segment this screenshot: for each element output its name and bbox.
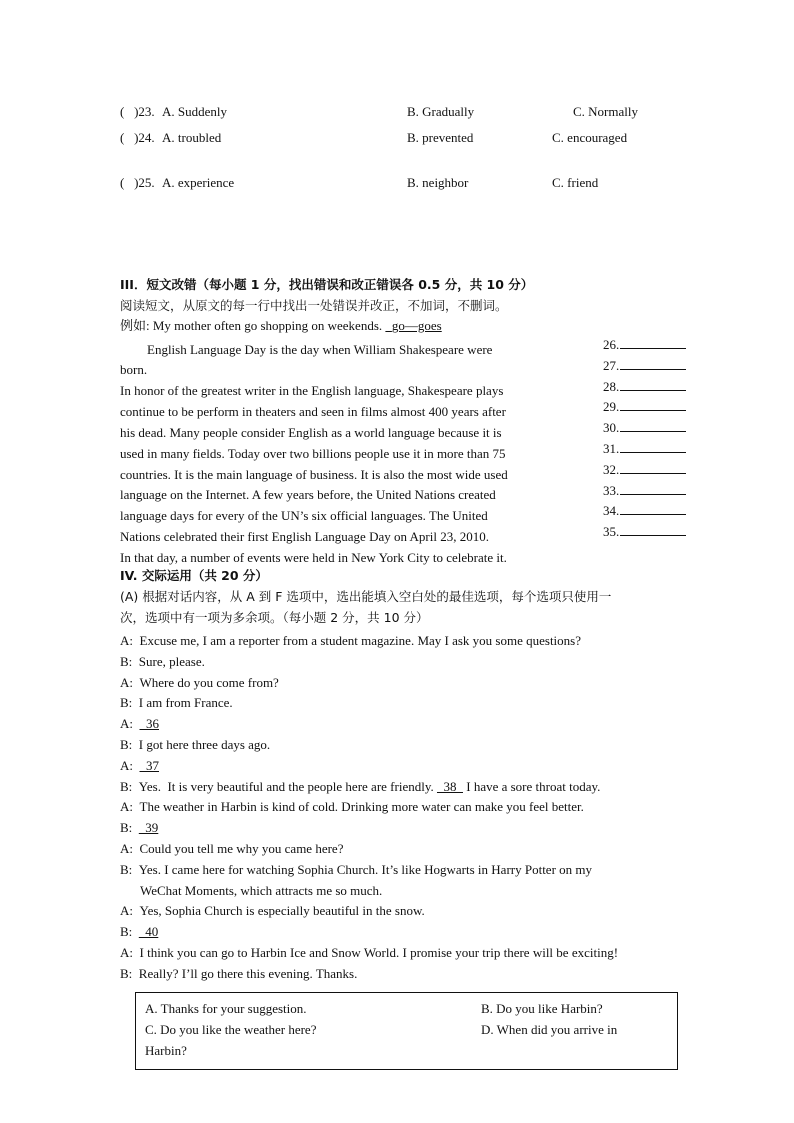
answer-blank[interactable]: 31. (603, 440, 686, 457)
dialogue-line: B: I got here three days ago. (120, 737, 271, 752)
dialogue-line: B: 40 (120, 924, 159, 939)
mc-option-c: C. friend (552, 175, 599, 190)
mc-option-a: A. troubled (162, 130, 222, 145)
dialogue-line: B: Really? I’ll go there this evening. Thanks. (120, 966, 358, 981)
dialogue-blank-38[interactable]: 38 (436, 779, 463, 794)
dialogue-line: A: The weather in Harbin is kind of cold. Drinking more water can make you feel better. (120, 799, 584, 814)
section-4-title: IV. 交际运用（共 20 分） (120, 568, 268, 583)
mc-option-b: B. neighbor (407, 175, 469, 190)
answer-blank[interactable]: 32. (603, 461, 686, 478)
passage-line: used in many fields. Today over two billions people use it in more than 75 (120, 446, 506, 461)
dialogue-blank-40[interactable]: 40 (138, 924, 159, 939)
section-3-instruction: 阅读短文，从原文的每一行中找出一处错误并改正，不加词，不删词。 (120, 298, 508, 313)
option-c: C. Do you like the weather here? (145, 1022, 317, 1037)
option-a: A. Thanks for your suggestion. (145, 1001, 307, 1016)
answer-blank[interactable]: 28. (603, 378, 686, 395)
option-b: B. Do you like Harbin? (481, 1001, 603, 1016)
option-d-continued: Harbin? (145, 1043, 187, 1058)
dialogue-line: A: I think you can go to Harbin Ice and Snow World. I promise your trip there will be exciting! (120, 945, 619, 960)
answer-blank[interactable]: 35. (603, 523, 686, 540)
dialogue-line: A: Where do you come from? (120, 675, 279, 690)
mc-number: ( )25. (120, 175, 155, 190)
section-3-example (120, 318, 442, 334)
dialogue-line: B: Yes. I came here for watching Sophia Church. It’s like Hogwarts in Harry Potter on my (120, 862, 593, 877)
mc-option-b: B. Gradually (407, 104, 475, 119)
section-4-instruction-1: (A) 根据对话内容，从 A 到 F 选项中，选出能填入空白处的最佳选项，每个选项只使用一 (120, 589, 612, 604)
answer-blank[interactable]: 29. (603, 398, 686, 415)
dialogue-line: A: Excuse me, I am a reporter from a student magazine. May I ask you some questions? (120, 633, 581, 648)
answer-blank[interactable]: 33. (603, 482, 686, 499)
answer-blank[interactable]: 27. (603, 357, 686, 374)
passage-line: English Language Day is the day when William Shakespeare were (147, 342, 493, 357)
example-prefix: 例如: My mother often go shopping on weekends. (120, 318, 386, 333)
mc-option-c: C. Normally (573, 104, 638, 119)
passage-line: language on the Internet. A few years before, the United Nations created (120, 487, 496, 502)
dialogue-line: B: Yes. It is very beautiful and the people here are friendly. 38 I have a sore throat today. (120, 779, 601, 794)
answer-blank[interactable]: 26. (603, 336, 686, 353)
passage-line: In that day, a number of events were held in New York City to celebrate it. (120, 550, 507, 565)
passage-line: Nations celebrated their first English Language Day on April 23, 2010. (120, 529, 489, 544)
dialogue-line: WeChat Moments, which attracts me so much. (140, 883, 383, 898)
answer-blank[interactable]: 34. (603, 502, 686, 519)
dialogue-line: B: I am from France. (120, 695, 233, 710)
dialogue-line: A: 37 (120, 758, 159, 773)
example-answer: go—goes (391, 318, 442, 333)
mc-number: ( )23. (120, 104, 155, 119)
dialogue-blank-36[interactable]: 36 (139, 716, 159, 731)
dialogue-line: B: 39 (120, 820, 159, 835)
mc-number: ( )24. (120, 130, 155, 145)
option-d: D. When did you arrive in (481, 1022, 618, 1037)
section-4-instruction-2: 次，选项中有一项为多余项。（每小题 2 分，共 10 分） (120, 610, 429, 625)
dialogue-blank-37[interactable]: 37 (139, 758, 159, 773)
answer-blank[interactable]: 30. (603, 419, 686, 436)
section-3-title: III．短文改错（每小题 1 分，找出错误和改正错误各 0.5 分，共 10 分） (120, 277, 534, 292)
passage-line: born. (120, 362, 148, 377)
mc-option-a: A. Suddenly (162, 104, 227, 119)
passage-line: continue to be perform in theaters and seen in films almost 400 years after (120, 404, 506, 419)
dialogue-line: A: 36 (120, 716, 159, 731)
mc-option-b: B. prevented (407, 130, 474, 145)
dialogue-line: A: Yes, Sophia Church is especially beautiful in the snow. (120, 903, 425, 918)
passage-line: his dead. Many people consider English as a world language because it is (120, 425, 502, 440)
dialogue-line: A: Could you tell me why you came here? (120, 841, 344, 856)
mc-option-c: C. encouraged (552, 130, 628, 145)
passage-line: language days for every of the UN’s six official languages. The United (120, 508, 488, 523)
passage-line: countries. It is the main language of business. It is also the most wide used (120, 467, 508, 482)
passage-line: In honor of the greatest writer in the English language, Shakespeare plays (120, 383, 504, 398)
dialogue-blank-39[interactable]: 39 (138, 820, 159, 835)
dialogue-line: B: Sure, please. (120, 654, 205, 669)
mc-option-a: A. experience (162, 175, 235, 190)
